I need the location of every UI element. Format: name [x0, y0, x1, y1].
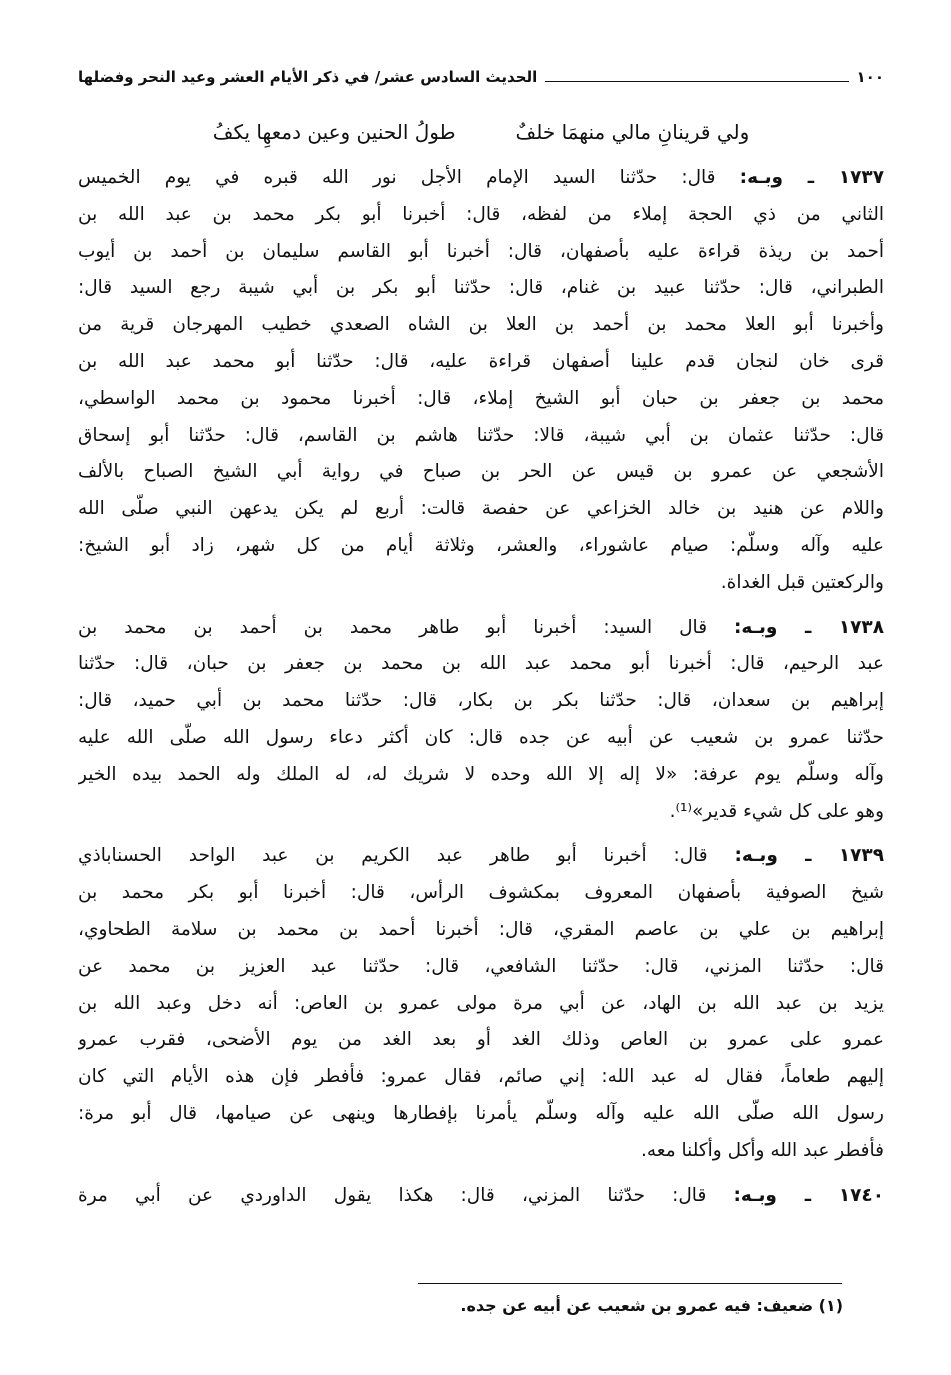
paragraph-gap	[78, 602, 884, 610]
text-line	[78, 234, 884, 271]
line-text: قال: حدّثنا المزني، قال: حدّثنا الشافعي، قال: حدّثنا عبد العزيز بن محمد عن	[78, 955, 884, 977]
running-title: الحديث السادس عشر/ في ذكر الأيام العشر وعيد النحر وفضلها	[78, 68, 538, 86]
line-text: فأفطر عبد الله وأكل وأكلنا معه.	[640, 1139, 884, 1161]
line-text: وهو على كل شيء قدير»⁽¹⁾.	[669, 800, 884, 822]
text-line	[78, 838, 884, 875]
text-line	[78, 344, 884, 381]
text-line	[78, 1178, 884, 1215]
text-line	[78, 197, 884, 234]
text-line	[78, 683, 884, 720]
hadith-paragraph	[78, 610, 884, 831]
line-text: إبراهيم بن علي بن عاصم المقري، قال: أخبرنا أحمد بن محمد بن سلامة الطحاوي،	[78, 918, 884, 940]
text-line	[78, 986, 884, 1023]
line-text: قال: حدّثنا السيد الإمام الأجل نور الله قبره في يوم الخميس	[78, 167, 716, 188]
text-line	[78, 1022, 884, 1059]
text-line	[78, 418, 884, 455]
text-line	[78, 646, 884, 683]
hadith-number: ١٧٤٠ ـ وبـه:	[733, 1184, 884, 1206]
hadith-paragraph	[78, 838, 884, 1169]
line-text: إبراهيم بن سعدان، قال: حدّثنا بكر بن بكار، قال: حدّثنا محمد بن أبي حميد، قال:	[78, 690, 884, 712]
page-number: ١٠٠	[856, 68, 884, 86]
text-line	[78, 875, 884, 912]
hadith-body	[78, 160, 884, 1214]
line-text: شيخ الصوفية بأصفهان المعروف بمكشوف الرأس، قال: أخبرنا أبو بكر محمد بن	[78, 882, 884, 904]
text-line	[78, 454, 884, 491]
line-text: رسول الله صلّى الله عليه وآله وسلّم يأمرنا بإفطارها وينهى عن صيامها، قال أبو مرة:	[78, 1102, 884, 1124]
line-text: عليه وآله وسلّم: صيام عاشوراء، والعشر، وثلاثة أيام من كل شهر، زاد أبو الشيخ:	[78, 534, 884, 556]
line-text: وآله وسلّم يوم عرفة: «لا إله إلا الله وحده لا شريك له، له الملك وله الحمد بيده الخير	[78, 763, 884, 785]
text-line	[78, 528, 884, 565]
poetry-verse	[78, 120, 884, 160]
text-line	[78, 491, 884, 528]
verse-hemistich-2: طولُ الحنين وعين دمعهِا يكفُ	[212, 120, 456, 144]
text-line	[78, 757, 884, 794]
text-line	[78, 610, 884, 647]
paragraph-gap	[78, 830, 884, 838]
verse-hemistich-1: ولي قرينانِ مالي منهمَا خلفٌ	[515, 120, 750, 144]
line-text: يزيد بن عبد الله بن الهاد، عن أبي مرة مولى عمرو بن العاص: أنه دخل وعبد الله بن	[78, 992, 884, 1014]
footnote-rule	[418, 1283, 842, 1284]
line-text: عبد الرحيم، قال: أخبرنا أبو محمد عبد الله بن محمد بن جعفر بن حبان، قال: حدّثنا	[78, 653, 884, 675]
line-text: أحمد بن ريذة قراءة عليه بأصفهان، قال: أخبرنا أبو القاسم سليمان بن أحمد بن أيوب	[78, 240, 884, 262]
text-line	[78, 307, 884, 344]
line-text: محمد بن جعفر بن حبان أبو الشيخ إملاء، قال: أخبرنا محمود بن محمد الواسطي،	[78, 387, 884, 409]
line-text: الطبراني، قال: حدّثنا عبيد بن غنام، قال: حدّثنا أبو بكر بن أبي شيبة رجع السيد قال:	[78, 277, 884, 299]
line-text: قال السيد: أخبرنا أبو طاهر محمد بن أحمد بن محمد بن	[78, 616, 708, 638]
text-line	[78, 1059, 884, 1096]
text-line	[78, 912, 884, 949]
header-rule	[545, 73, 848, 82]
text-line	[78, 160, 884, 197]
hadith-number: ١٧٣٧ ـ وبـه:	[739, 167, 884, 188]
text-line	[78, 1133, 884, 1170]
line-text: قال: أخبرنا أبو طاهر عبد الكريم بن عبد الواحد الحسناباذي	[78, 845, 708, 867]
line-text: إليهم طعاماً، فقال له عبد الله: إني صائم، فقال عمرو: فأفطر فإن هذه الأيام التي كان	[78, 1066, 884, 1088]
footnote: (١) ضعيف: فيه عمرو بن شعيب عن أبيه عن جده.	[460, 1296, 843, 1315]
paragraph-gap	[78, 1170, 884, 1178]
line-text: الثاني من ذي الحجة إملاء من لفظه، قال: أخبرنا أبو بكر محمد بن عبد الله بن	[78, 203, 884, 225]
text-line	[78, 381, 884, 418]
hadith-paragraph	[78, 1178, 884, 1215]
text-line	[78, 565, 884, 602]
line-text: والركعتين قبل الغداة.	[720, 571, 884, 593]
line-text: عمرو على عمرو بن العاص وذلك الغد أو بعد الغد من يوم الأضحى، فقرب عمرو	[78, 1029, 884, 1051]
line-text: قرى خان لنجان قدم علينا أصفهان قراءة عليه، قال: حدّثنا أبو محمد عبد الله بن	[78, 350, 884, 372]
hadith-number: ١٧٣٩ ـ وبـه:	[734, 845, 884, 867]
line-text: قال: حدّثنا المزني، قال: هكذا يقول الداوردي عن أبي مرة	[78, 1184, 707, 1206]
line-text: قال: حدّثنا عثمان بن أبي شيبة، قالا: حدّثنا هاشم بن القاسم، قال: حدّثنا أبو إسحاق	[78, 424, 884, 446]
line-text: واللام عن هنيد بن خالد الخزاعي عن حفصة قالت: أربع لم يكن يدعهن النبي صلّى الله	[78, 498, 884, 520]
running-header	[78, 60, 884, 94]
text-line	[78, 794, 884, 831]
book-page	[78, 60, 884, 1214]
text-line	[78, 949, 884, 986]
line-text: الأشجعي عن عمرو بن قيس عن الحر بن صباح في رواية أبي الشيخ الصباح بالألف	[78, 461, 884, 483]
line-text: حدّثنا عمرو بن شعيب عن أبيه عن جده قال: كان أكثر دعاء رسول الله صلّى الله عليه	[78, 726, 884, 748]
line-text: وأخبرنا أبو العلا محمد بن أحمد بن العلا بن الشاه الصعدي خطيب المهرجان قرية من	[78, 314, 884, 336]
text-line	[78, 1096, 884, 1133]
text-line	[78, 270, 884, 307]
hadith-number: ١٧٣٨ ـ وبـه:	[734, 616, 884, 638]
hadith-paragraph	[78, 160, 884, 602]
text-line	[78, 720, 884, 757]
